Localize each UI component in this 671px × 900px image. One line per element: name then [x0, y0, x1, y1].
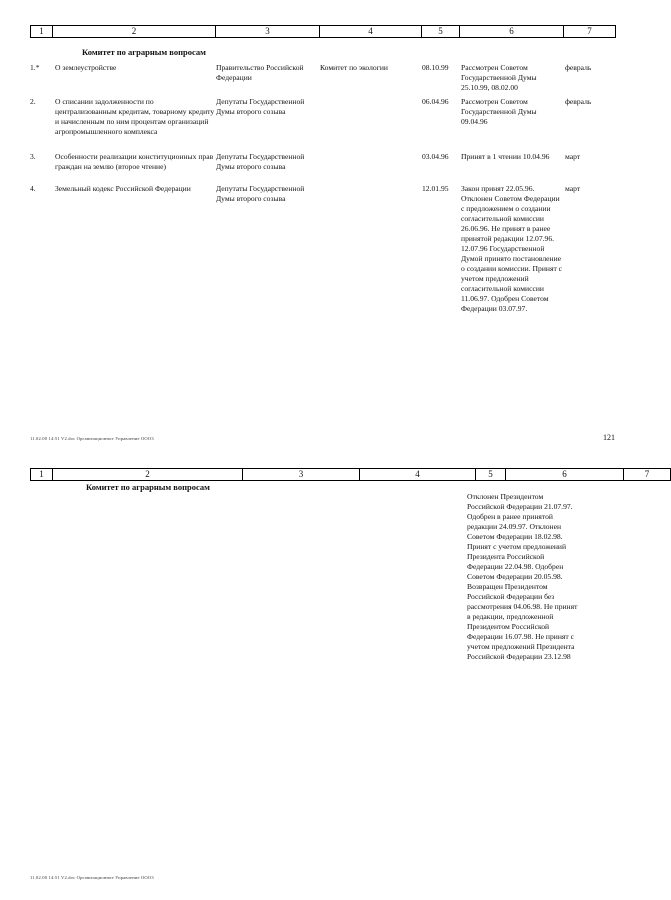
row-1-status: Рассмотрен Советом Государственной Думы 25.10.99, 08.02.00: [461, 63, 537, 92]
col-header-7: 7: [624, 469, 671, 481]
row-3-status: Принят в 1 чтении 10.04.96: [461, 152, 550, 161]
row-4-name: Земельный кодекс Российской Федерации: [55, 184, 191, 193]
row-1-date: 08.10.99: [422, 63, 449, 72]
row-2-month: февраль: [565, 97, 592, 106]
row-2-name: О списании задолженности по централизованным кредитам, товарному кредиту и начисленным по ним процентам организаций агропромышленного комплекса: [55, 97, 215, 136]
row-2-date: 06.04.96: [422, 97, 449, 106]
row-2-author: Депутаты Государственной Думы второго созыва: [216, 97, 305, 116]
col-header-4: 4: [320, 26, 422, 38]
col-header-2: 2: [53, 469, 243, 481]
col-header-3: 3: [216, 26, 320, 38]
column-header-table-continued: [30, 468, 671, 481]
row-3-author: Депутаты Государственной Думы второго созыва: [216, 152, 305, 171]
col-header-3: 3: [243, 469, 360, 481]
page-2-footer: 11.02.00 14:51 V2.doc Организационное Управление ООО3: [30, 875, 154, 880]
row-4-status-continued: Отклонен Президентом Российской Федерации 21.07.97. Одобрен в ранее принятой редакции 24.09.97. Отклонен Советом Федерации 18.02.98. Принят с учетом предложений Президента Российской Федерации 22.04.98. Одобрен Советом Федерации 20.05.98. Возвращен Президентом Российской Федерации без рассмотрения 04.06.98. Не принят в редакции, предложенной Президентом Российской Федерации 16.07.98. Не принят с учетом предложений Президента Российской Федерации 23.12.98: [467, 492, 578, 661]
row-1-author: Правительство Российской Федерации: [216, 63, 304, 82]
row-3-month: март: [565, 152, 581, 161]
col-header-1: 1: [31, 469, 53, 481]
row-1-month: февраль: [565, 63, 592, 72]
row-2-status: Рассмотрен Советом Государственной Думы 09.04.96: [461, 97, 537, 126]
page-1-footer: 11.02.00 14:51 V2.doc Организационное Управление ООО3: [30, 436, 154, 441]
committee-heading-continued: Комитет по аграрным вопросам: [86, 482, 210, 492]
column-header-row-continued: [31, 469, 671, 481]
row-4-author: Депутаты Государственной Думы второго созыва: [216, 184, 305, 203]
committee-heading: Комитет по аграрным вопросам: [82, 47, 206, 57]
col-header-1: 1: [31, 26, 53, 38]
row-4-status: Закон принят 22.05.96. Отклонен Советом Федерации с предложением о создании согласительной комиссии 26.06.96. Не принят в ранее принятой редакции 12.07.96. 12.07.96 Государственной Думой принято постановление о создании комиссии. Принят с учетом предложений согласительной комиссии 11.06.97. Одобрен Советом Федерации 03.07.97.: [461, 184, 563, 313]
row-4-date: 12.01.95: [422, 184, 449, 193]
page-1: [0, 0, 640, 450]
col-header-7: 7: [564, 26, 616, 38]
page-2: [0, 455, 650, 900]
page-number: 121: [603, 433, 615, 442]
row-4-month: март: [565, 184, 581, 193]
row-2-num: 2.: [30, 97, 36, 106]
col-header-6: 6: [506, 469, 624, 481]
col-header-5: 5: [422, 26, 460, 38]
row-3-date: 03.04.96: [422, 152, 449, 161]
col-header-2: 2: [53, 26, 216, 38]
row-4-num: 4.: [30, 184, 36, 193]
column-header-row: [31, 26, 616, 38]
row-1-responsible: Комитет по экологии: [320, 63, 388, 72]
col-header-5: 5: [476, 469, 506, 481]
row-3-num: 3.: [30, 152, 36, 161]
col-header-4: 4: [360, 469, 476, 481]
row-1-name: О землеустройстве: [55, 63, 117, 72]
col-header-6: 6: [460, 26, 564, 38]
row-1-num: 1.*: [30, 63, 40, 72]
row-3-name: Особенности реализации конституционных прав граждан на землю (второе чтение): [55, 152, 214, 171]
column-header-table: [30, 25, 616, 38]
